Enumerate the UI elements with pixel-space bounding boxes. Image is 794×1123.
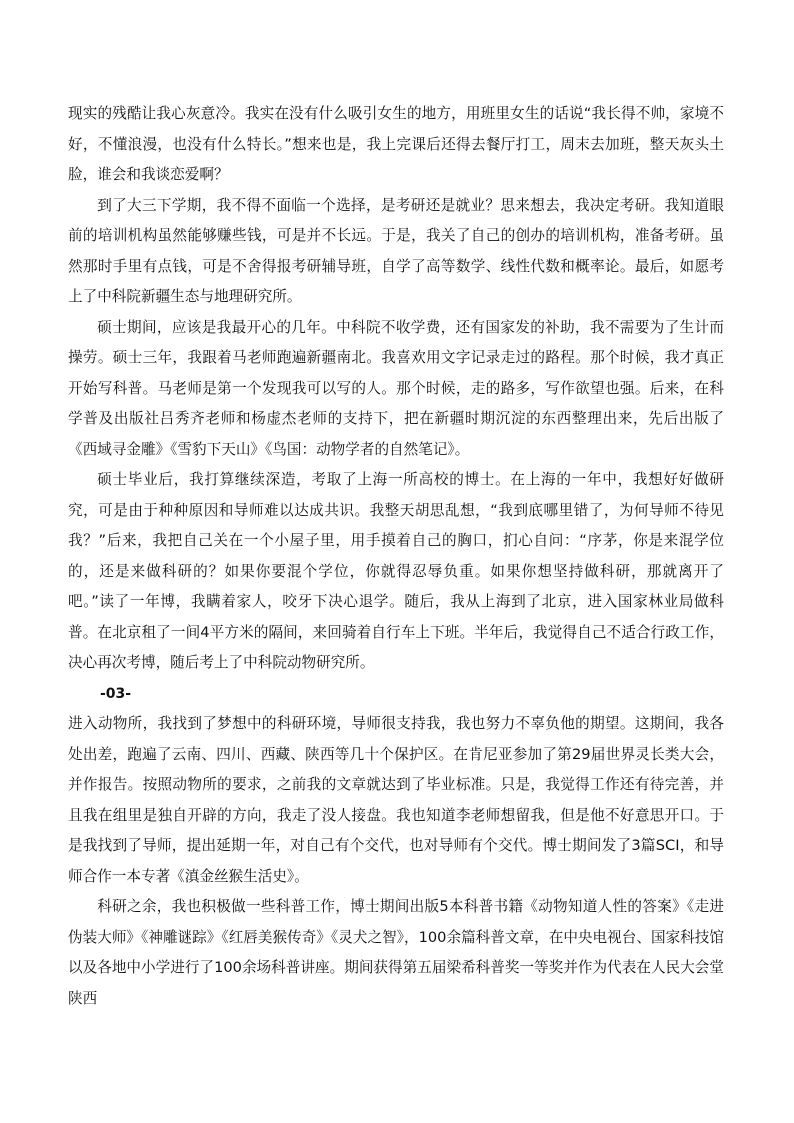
paragraph: 硕士期间，应该是我最开心的几年。中科院不收学费，还有国家发的补助，我不需要为了生计而操劳。硕士三年，我跟着马老师跑遍新疆南北。我喜欢用文字记录走过的路程。那个时候，我才真正开始写科普。马老师是第一个发现我可以写的人。那个时候，走的路多，写作欲望也强。后来，在科学普及出版社吕秀齐老师和杨虚杰老师的支持下，把在新疆时期沉淀的东西整理出来，先后出版了《西域寻金雕》《雪豹下天山》《鸟国：动物学者的自然笔记》。 <box>68 318 724 458</box>
section-marker: -03- <box>100 685 132 702</box>
paragraph: 硕士毕业后，我打算继续深造，考取了上海一所高校的博士。在上海的一年中，我想好好做研究，可是由于种种原因和导师难以达成共识。我整天胡思乱想，“我到底哪里错了，为何导师不待见我？”后来，我把自己关在一个小屋子里，用手摸着自己的胸口，扪心自问：“序茅，你是来混学位的，还是来做科研的？如果你要混个学位，你就得忍辱负重。如果你想坚持做科研，那就离开了吧。”读了一年博，我瞒着家人，咬牙下决心退学。随后，我从上海到了北京，进入国家林业局做科普。在北京租了一间4平方米的隔间，来回骑着自行车上下班。半年后，我觉得自己不适合行政工作，决心再次考博，随后考上了中科院动物研究所。 <box>68 471 724 671</box>
paragraph: 到了大三下学期，我不得不面临一个选择，是考研还是就业？思来想去，我决定考研。我知道眼前的培训机构虽然能够赚些钱，可是并不长远。于是，我关了自己的创办的培训机构，准备考研。虽然那时手里有点钱，可是不舍得报考研辅导班，自学了高等数学、线性代数和概率论。最后，如愿考上了中科院新疆生态与地理研究所。 <box>68 196 724 305</box>
paragraph: 进入动物所，我找到了梦想中的科研环境，导师很支持我，我也努力不辜负他的期望。这期间，我各处出差，跑遍了云南、四川、西藏、陕西等几十个保护区。在肯尼亚参加了第29届世界灵长类大会，并作报告。按照动物所的要求，之前我的文章就达到了毕业标准。只是，我觉得工作还有待完善，并且我在组里是独自开辟的方向，我走了没人接盘。我也知道李老师想留我，但是他不好意思开口。于是我找到了导师，提出延期一年，对自己有个交代，也对导师有个交代。博士期间发了3篇SCI，和导师合作一本专著《滇金丝猴生活史》。 <box>68 715 724 885</box>
paragraph: 科研之余，我也积极做一些科普工作，博士期间出版5本科普书籍《动物知道人性的答案》《走进伪装大师》《神雕谜踪》《红唇美猴传奇》《灵犬之智》，100余篇科普文章，在中央电视台、国家科技馆以及各地中小学进行了100余场科普讲座。期间获得第五届梁希科普奖一等奖并作为代表在人民大会堂陕西 <box>68 898 724 1007</box>
document-page <box>68 99 724 1014</box>
paragraph: 现实的残酷让我心灰意冷。我实在没有什么吸引女生的地方，用班里女生的话说“我长得不帅，家境不好，不懂浪漫，也没有什么特长。”想来也是，我上完课后还得去餐厅打工，周末去加班，整天灰头土脸，谁会和我谈恋爱啊？ <box>68 105 724 183</box>
